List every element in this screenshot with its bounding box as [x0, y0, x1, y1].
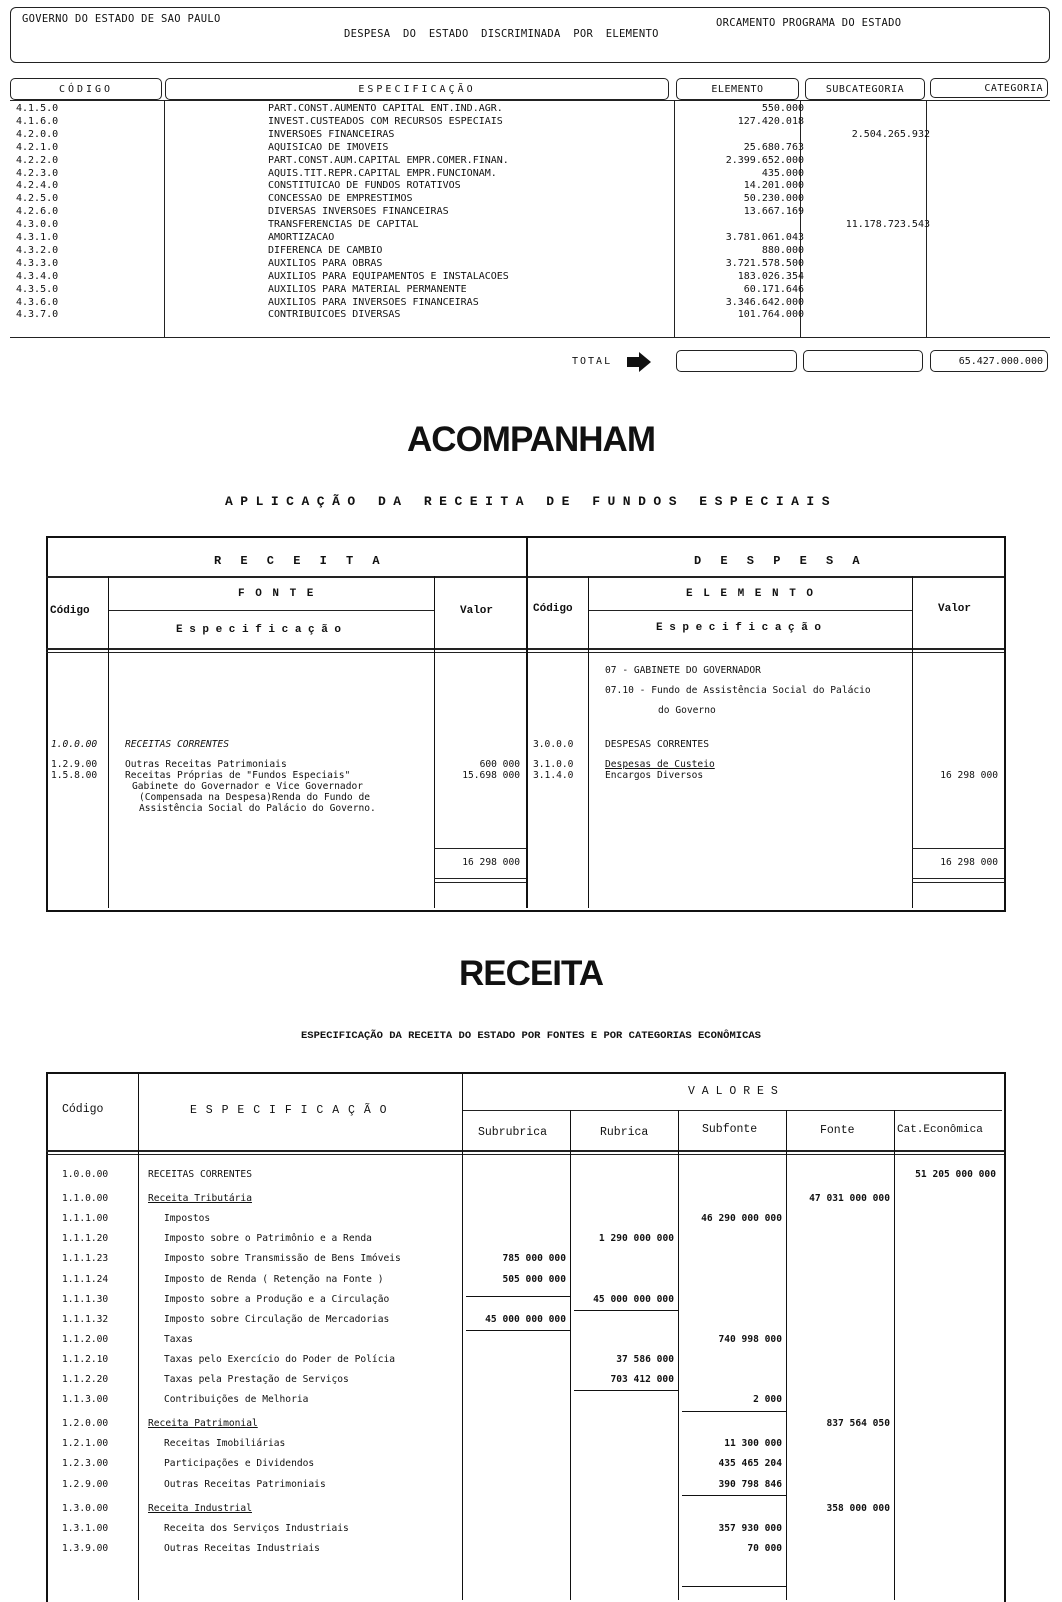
- s3-table-row: [46, 1498, 1002, 1518]
- s1-table-row: [10, 207, 1048, 217]
- row-spec: CONCESSAO DE EMPRESTIMOS: [268, 193, 413, 205]
- row-subfonte: 740 998 000: [718, 1333, 782, 1345]
- s2-mid-divider: [526, 536, 528, 908]
- row-spec: Imposto de Renda ( Retenção na Fonte ): [164, 1273, 384, 1285]
- s3-table-row: [46, 1474, 1002, 1494]
- col-header-codigo: CÓDIGO: [10, 78, 162, 100]
- s1-rows: [10, 100, 1048, 338]
- s3-subfonte-header: Subfonte: [702, 1123, 758, 1136]
- row-code: 4.2.6.0: [16, 206, 59, 218]
- row-fonte: 358 000 000: [826, 1502, 890, 1514]
- s2-left-value: 600 000: [479, 759, 520, 770]
- s3-table-row: [46, 1228, 1002, 1248]
- row-code: 1.1.2.20: [62, 1374, 109, 1385]
- row-elemento: 60.171.646: [743, 283, 804, 295]
- s2-right-code: 3.0.0.0: [533, 739, 574, 750]
- row-fonte: 47 031 000 000: [809, 1193, 890, 1205]
- row-code: 4.3.1.0: [16, 232, 59, 243]
- header-left: GOVERNO DO ESTADO DE SAO PAULO: [22, 13, 221, 25]
- row-code: 1.1.3.00: [62, 1394, 109, 1406]
- row-spec: CONTRIBUICOES DIVERSAS: [268, 309, 401, 321]
- s1-table-row: [10, 259, 1048, 269]
- row-code: 4.3.2.0: [16, 244, 59, 256]
- row-spec: AQUISICAO DE IMOVEIS: [268, 141, 389, 153]
- s2-right-spec: Encargos Diversos: [605, 770, 704, 781]
- s2-left-code: 1.5.8.00: [51, 770, 98, 781]
- row-subrubrica: 785 000 000: [502, 1253, 566, 1265]
- row-rubrica: 703 412 000: [610, 1374, 674, 1385]
- col-header-subcategoria: SUBCATEGORIA: [805, 78, 925, 100]
- s2-rule: [46, 576, 1004, 578]
- row-elemento: 3.781.061.043: [725, 232, 804, 243]
- s2-rule: [46, 648, 1004, 650]
- s3-table-row: [46, 1248, 1002, 1268]
- col-header-especificacao: ESPECIFICAÇÃO: [165, 78, 669, 100]
- s3-rule: [46, 1150, 1004, 1152]
- row-spec: AMORTIZACAO: [268, 232, 335, 243]
- row-elemento: 25.680.763: [743, 141, 804, 153]
- row-spec: Imposto sobre a Produção e a Circulação: [164, 1293, 390, 1305]
- row-cat: 51 205 000 000: [915, 1169, 996, 1180]
- row-subfonte: 70 000: [747, 1542, 782, 1554]
- s2-divider: [108, 576, 109, 908]
- s3-table-row: [46, 1188, 1002, 1208]
- s3-subtotal-rule: [466, 1330, 570, 1331]
- total-elemento-box: [676, 350, 797, 372]
- row-spec: Taxas pela Prestação de Serviços: [164, 1374, 349, 1385]
- row-elemento: 127.420.018: [737, 115, 804, 127]
- row-spec: DIFERENCA DE CAMBIO: [268, 244, 383, 256]
- row-spec: INVERSOES FINANCEIRAS: [268, 128, 395, 140]
- row-code: 1.2.9.00: [62, 1478, 109, 1490]
- row-elemento: 3.346.642.000: [725, 296, 804, 308]
- row-spec: Outras Receitas Industriais: [164, 1542, 320, 1554]
- s3-table-row: [46, 1309, 1002, 1329]
- s2-left-spec: RECEITAS CORRENTES: [125, 739, 229, 750]
- s2-fonte-header: F O N T E: [238, 588, 316, 600]
- s2-valor-right: Valor: [938, 603, 972, 615]
- row-spec: Imposto sobre Transmissão de Bens Imóveis: [164, 1253, 401, 1265]
- s2-elemento-header: E L E M E N T O: [686, 588, 816, 600]
- row-code: 1.1.1.24: [62, 1273, 109, 1285]
- row-elemento: 2.399.652.000: [725, 154, 804, 166]
- row-spec: Outras Receitas Patrimoniais: [164, 1478, 326, 1490]
- row-spec: Contribuições de Melhoria: [164, 1394, 309, 1406]
- total-value: 65.427.000.000: [930, 350, 1048, 372]
- header-right: ORCAMENTO PROGRAMA DO ESTADO: [716, 17, 902, 29]
- row-code: 1.3.0.00: [62, 1502, 109, 1514]
- row-subcategoria: 2.504.265.932: [851, 128, 930, 140]
- row-subcategoria: 11.178.723.543: [845, 219, 930, 231]
- s3-cat-header: Cat.Econômica: [897, 1124, 983, 1136]
- s1-table-row: [10, 310, 1048, 320]
- row-rubrica: 37 586 000: [616, 1353, 674, 1365]
- s3-subrubrica-header: Subrubrica: [478, 1126, 548, 1139]
- row-spec: Taxas pelo Exercício do Poder de Polícia: [164, 1353, 396, 1365]
- row-code: 4.3.3.0: [16, 257, 59, 269]
- s2-especificacao-right: E s p e c i f i c a ç ã o: [656, 622, 822, 634]
- row-spec: Participações e Dividendos: [164, 1458, 315, 1470]
- s2-left-spec: Gabinete do Governador e Vice Governador: [132, 781, 364, 792]
- row-code: 1.1.2.10: [62, 1353, 109, 1365]
- row-spec: DIVERSAS INVERSOES FINANCEIRAS: [268, 206, 449, 218]
- total-label: TOTAL: [572, 356, 613, 367]
- s2-rule: [46, 652, 1004, 653]
- s1-table-row: [10, 104, 1048, 114]
- s2-receita-header: R E C E I T A: [214, 554, 386, 568]
- s3-table-row: [46, 1389, 1002, 1409]
- s2-right-header-line: 07.10 - Fundo de Assistência Social do Palácio: [605, 685, 871, 696]
- row-subfonte: 11 300 000: [724, 1438, 782, 1450]
- s1-table-row: [10, 220, 1048, 230]
- s3-rubrica-header: Rubrica: [600, 1126, 649, 1139]
- header-center: DESPESA DO ESTADO DISCRIMINADA POR ELEMENTO: [344, 28, 659, 40]
- row-subfonte: 2 000: [753, 1394, 782, 1406]
- s2-left-spec: Assistência Social do Palácio do Governo.: [139, 803, 376, 814]
- row-code: 4.3.5.0: [16, 283, 59, 295]
- s3-table-row: [46, 1413, 1002, 1433]
- row-code: 4.1.5.0: [16, 103, 59, 114]
- s1-table-row: [10, 233, 1048, 243]
- col-header-elemento: ELEMENTO: [676, 78, 799, 100]
- s1-table-row: [10, 285, 1048, 295]
- row-code: 4.2.0.0: [16, 128, 59, 140]
- s2-codigo-right: Código: [533, 603, 573, 615]
- s3-especificacao-header: E S P E C I F I C A Ç Ã O: [190, 1104, 388, 1117]
- row-fonte: 837 564 050: [826, 1418, 890, 1430]
- heading-acompanham: ACOMPANHAM: [407, 420, 655, 459]
- s2-total-rule: [434, 878, 526, 879]
- s3-table-row: [46, 1164, 1002, 1184]
- s2-rule: [108, 610, 434, 611]
- row-spec: AUXILIOS PARA MATERIAL PERMANENTE: [268, 283, 467, 295]
- row-elemento: 101.764.000: [737, 309, 804, 321]
- s1-table-row: [10, 272, 1048, 282]
- row-spec: AQUIS.TIT.REPR.CAPITAL EMPR.FUNCIONAM.: [268, 167, 497, 179]
- row-code: 4.3.6.0: [16, 296, 59, 308]
- row-code: 4.1.6.0: [16, 115, 59, 127]
- section3-title: ESPECIFICAÇÃO DA RECEITA DO ESTADO POR FONTES E POR CATEGORIAS ECONÔMICAS: [301, 1030, 761, 1042]
- row-spec: CONSTITUICAO DE FUNDOS ROTATIVOS: [268, 180, 461, 192]
- row-subfonte: 46 290 000 000: [701, 1213, 782, 1225]
- s2-right-code: 3.1.0.0: [533, 759, 574, 770]
- row-code: 4.2.1.0: [16, 141, 59, 153]
- s2-divider: [912, 576, 913, 908]
- s2-codigo-left: Código: [50, 605, 90, 617]
- heading-receita: RECEITA: [458, 954, 604, 993]
- s3-table-row: [46, 1453, 1002, 1473]
- s2-valor-left: Valor: [460, 605, 494, 617]
- s2-total-rule: [434, 848, 526, 849]
- row-elemento: 13.667.169: [743, 206, 804, 218]
- s3-table-row: [46, 1208, 1002, 1228]
- s2-left-total: 16 298 000: [462, 857, 520, 868]
- s3-valores-header: V A L O R E S: [688, 1085, 778, 1098]
- row-code: 1.1.2.00: [62, 1333, 109, 1345]
- row-elemento: 435.000: [761, 167, 804, 179]
- s1-table-row: [10, 169, 1048, 179]
- row-code: 1.1.1.20: [62, 1233, 109, 1245]
- row-code: 4.3.7.0: [16, 309, 59, 321]
- s3-subtotal-rule: [682, 1495, 786, 1496]
- row-elemento: 50.230.000: [743, 193, 804, 205]
- s2-left-code: 1.0.0.00: [51, 739, 98, 750]
- row-elemento: 14.201.000: [743, 180, 804, 192]
- s2-especificacao-left: E s p e c i f i c a ç ã o: [176, 624, 342, 636]
- row-code: 4.2.2.0: [16, 154, 59, 166]
- row-spec: INVEST.CUSTEADOS COM RECURSOS ESPECIAIS: [268, 115, 503, 127]
- s2-rule: [588, 610, 912, 611]
- row-code: 1.1.1.30: [62, 1293, 109, 1305]
- row-spec: Receita Tributária: [148, 1193, 252, 1205]
- row-spec: AUXILIOS PARA EQUIPAMENTOS E INSTALACOES: [268, 270, 509, 282]
- s2-divider: [588, 576, 589, 908]
- row-spec: Imposto sobre Circulação de Mercadorias: [164, 1313, 390, 1325]
- s2-left-spec: Outras Receitas Patrimoniais: [125, 759, 287, 770]
- s2-right-header-line: do Governo: [658, 705, 716, 716]
- s3-table-row: [46, 1518, 1002, 1538]
- s2-right-header-line: 07 - GABINETE DO GOVERNADOR: [605, 665, 761, 676]
- row-subfonte: 357 930 000: [718, 1522, 782, 1534]
- row-subrubrica: 45 000 000 000: [485, 1313, 566, 1325]
- s3-fonte-header: Fonte: [820, 1124, 855, 1137]
- s3-table-row: [46, 1369, 1002, 1389]
- s3-table-row: [46, 1329, 1002, 1349]
- row-spec: Receitas Imobiliárias: [164, 1438, 286, 1450]
- s3-table-row: [46, 1433, 1002, 1453]
- s3-table-row: [46, 1349, 1002, 1369]
- s2-right-code: 3.1.4.0: [533, 770, 574, 781]
- s1-table-row: [10, 298, 1048, 308]
- row-subrubrica: 505 000 000: [502, 1273, 566, 1285]
- s3-subtotal-rule: [682, 1586, 786, 1587]
- row-spec: Receita dos Serviços Industriais: [164, 1522, 349, 1534]
- s1-table-row: [10, 246, 1048, 256]
- s2-right-spec: DESPESAS CORRENTES: [605, 739, 709, 750]
- row-subfonte: 390 798 846: [718, 1478, 782, 1490]
- row-code: 4.3.0.0: [16, 219, 59, 231]
- row-elemento: 183.026.354: [737, 270, 804, 282]
- s2-left-code: 1.2.9.00: [51, 759, 98, 770]
- row-code: 1.1.1.32: [62, 1313, 109, 1325]
- s1-table-row: [10, 130, 1048, 140]
- section2-title: APLICAÇÃO DA RECEITA DE FUNDOS ESPECIAIS: [224, 494, 838, 509]
- s2-left-value: 15.698 000: [462, 770, 520, 781]
- row-spec: AUXILIOS PARA OBRAS: [268, 257, 383, 269]
- row-code: 1.0.0.00: [62, 1169, 109, 1180]
- s2-left-spec: (Compensada na Despesa)Renda do Fundo de: [139, 792, 371, 803]
- row-code: 4.2.3.0: [16, 167, 59, 179]
- s3-table-row: [46, 1269, 1002, 1289]
- row-code: 1.1.0.00: [62, 1193, 109, 1205]
- s1-table-row: [10, 156, 1048, 166]
- row-spec: Receita Industrial: [148, 1502, 252, 1514]
- row-rubrica: 45 000 000 000: [593, 1293, 674, 1305]
- row-elemento: 880.000: [761, 244, 804, 256]
- s3-subtotal-rule: [682, 1411, 786, 1412]
- row-spec: Taxas: [164, 1333, 193, 1345]
- s1-table-row: [10, 143, 1048, 153]
- s3-subtotal-rule: [466, 1296, 570, 1297]
- row-spec: RECEITAS CORRENTES: [148, 1169, 252, 1180]
- s3-rule: [462, 1110, 1002, 1111]
- s3-subtotal-rule: [574, 1310, 678, 1311]
- s1-table-row: [10, 117, 1048, 127]
- s3-subtotal-rule: [574, 1390, 678, 1391]
- row-elemento: 550.000: [761, 103, 804, 114]
- s2-total-rule: [912, 882, 1004, 883]
- s2-left-spec: Receitas Próprias de "Fundos Especiais": [125, 770, 351, 781]
- s2-total-rule: [912, 878, 1004, 879]
- total-subcategoria-box: [803, 350, 923, 372]
- row-code: 4.2.5.0: [16, 193, 59, 205]
- s2-total-rule: [912, 848, 1004, 849]
- s3-rule: [46, 1154, 1004, 1155]
- row-code: 1.3.1.00: [62, 1522, 109, 1534]
- row-spec: Impostos: [164, 1213, 211, 1225]
- row-spec: Receita Patrimonial: [148, 1418, 258, 1430]
- row-elemento: 3.721.578.500: [725, 257, 804, 269]
- s3-codigo-header: Código: [62, 1103, 104, 1116]
- arrow-right-icon: [627, 352, 651, 376]
- s2-divider: [434, 576, 435, 908]
- row-code: 1.2.3.00: [62, 1458, 109, 1470]
- row-code: 1.1.1.00: [62, 1213, 109, 1225]
- row-spec: PART.CONST.AUM.CAPITAL EMPR.COMER.FINAN.: [268, 154, 509, 166]
- row-subfonte: 435 465 204: [718, 1458, 782, 1470]
- s2-despesa-header: D E S P E S A: [694, 554, 866, 568]
- col-header-categoria: CATEGORIA: [930, 78, 1048, 98]
- s1-table-row: [10, 194, 1048, 204]
- s2-right-value: 16 298 000: [940, 770, 998, 781]
- row-code: 1.2.1.00: [62, 1438, 109, 1450]
- s2-right-spec: Despesas de Custeio: [605, 759, 715, 770]
- row-code: 4.3.4.0: [16, 270, 59, 282]
- s1-table-row: [10, 181, 1048, 191]
- s2-right-total: 16 298 000: [940, 857, 998, 868]
- row-code: 1.2.0.00: [62, 1418, 109, 1430]
- s3-table-row: [46, 1289, 1002, 1309]
- s3-table-row: [46, 1538, 1002, 1558]
- row-spec: Imposto sobre o Patrimônio e a Renda: [164, 1233, 372, 1245]
- row-code: 1.1.1.23: [62, 1253, 109, 1265]
- row-spec: TRANSFERENCIAS DE CAPITAL: [268, 219, 419, 231]
- row-spec: PART.CONST.AUMENTO CAPITAL ENT.IND.AGR.: [268, 103, 503, 114]
- row-code: 4.2.4.0: [16, 180, 59, 192]
- s2-total-rule: [434, 882, 526, 883]
- row-spec: AUXILIOS PARA INVERSOES FINANCEIRAS: [268, 296, 479, 308]
- row-rubrica: 1 290 000 000: [598, 1233, 674, 1245]
- row-code: 1.3.9.00: [62, 1542, 109, 1554]
